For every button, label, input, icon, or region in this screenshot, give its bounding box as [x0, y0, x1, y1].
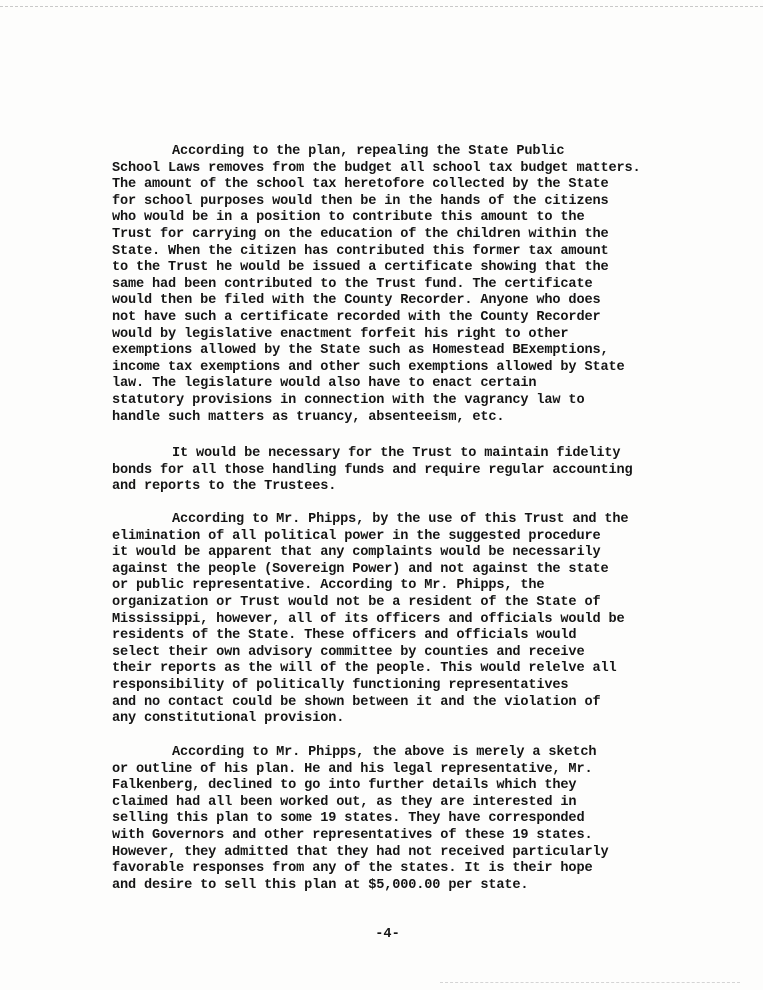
text-line: State. When the citizen has contributed this former tax amount	[112, 243, 609, 259]
text-line: residents of the State. These officers and officials would	[112, 628, 577, 644]
page-number: -4-	[375, 927, 400, 942]
text-line: for school purposes would then be in the hands of the citizens	[112, 193, 609, 209]
text-line: against the people (Sovereign Power) and not against the state	[112, 561, 609, 577]
text-line: According to Mr. Phipps, the above is merely a sketch	[172, 745, 597, 760]
text-line: bonds for all those handling funds and require regular accounting	[112, 462, 633, 478]
text-line: responsibility of politically functioning representatives	[112, 677, 569, 693]
text-line: elimination of all political power in the suggested procedure	[112, 528, 601, 544]
text-line: same had been contributed to the Trust fund. The certificate	[112, 276, 593, 292]
text-line: exemptions allowed by the State such as Homestead BExemptions,	[112, 343, 609, 359]
text-line: not have such a certificate recorded with the County Recorder	[112, 309, 601, 325]
text-line: favorable responses from any of the states. It is their hope	[112, 861, 593, 877]
text-line: It would be necessary for the Trust to maintain fidelity	[172, 446, 621, 461]
text-line: The amount of the school tax heretofore collected by the State	[112, 177, 609, 193]
text-line: However, they admitted that they had not received particularly	[112, 844, 609, 860]
text-line: with Governors and other representatives of these 19 states.	[112, 827, 593, 843]
text-line: or public representative. According to Mr. Phipps, the	[112, 578, 545, 594]
text-line: their reports as the will of the people. This would relelve all	[112, 661, 617, 677]
text-line: any constitutional provision.	[112, 711, 345, 727]
text-line: and desire to sell this plan at $5,000.00 per state.	[112, 877, 529, 893]
text-line: statutory provisions in connection with the vagrancy law to	[112, 392, 585, 408]
bottom-page-edge	[440, 982, 740, 983]
text-line: Mississippi, however, all of its officers and officials would be	[112, 611, 625, 627]
text-line: to the Trust he would be issued a certificate showing that the	[112, 260, 609, 276]
text-line: and reports to the Trustees.	[112, 479, 337, 495]
text-line: According to Mr. Phipps, by the use of this Trust and the	[172, 512, 629, 527]
text-line: or outline of his plan. He and his legal representative, Mr.	[112, 761, 593, 777]
text-line: and no contact could be shown between it and the violation of	[112, 694, 601, 710]
text-line: School Laws removes from the budget all school tax budget matters.	[112, 160, 641, 176]
text-line: claimed had all been worked out, as they are interested in	[112, 794, 577, 810]
text-line: select their own advisory committee by counties and receive	[112, 644, 585, 660]
text-line: would by legislative enactment forfeit his right to other	[112, 326, 569, 342]
text-line: Falkenberg, declined to go into further details which they	[112, 778, 577, 794]
text-line: who would be in a position to contribute this amount to the	[112, 210, 585, 226]
text-line: income tax exemptions and other such exemptions allowed by State	[112, 359, 625, 375]
paragraph-school-tax-plan	[112, 144, 712, 426]
paragraph-fidelity-bonds	[112, 446, 712, 496]
text-line: organization or Trust would not be a resident of the State of	[112, 594, 601, 610]
paragraph-plan-sale	[112, 745, 712, 894]
text-line: According to the plan, repealing the State Public	[172, 144, 565, 159]
text-line: selling this plan to some 19 states. They have corresponded	[112, 811, 585, 827]
top-page-edge	[0, 6, 763, 7]
text-line: would then be filed with the County Recorder. Anyone who does	[112, 293, 601, 309]
text-line: it would be apparent that any complaints would be necessarily	[112, 545, 601, 561]
text-line: handle such matters as truancy, absenteeism, etc.	[112, 409, 505, 425]
paragraph-trust-power	[112, 512, 712, 728]
text-line: law. The legislature would also have to enact certain	[112, 376, 537, 392]
text-line: Trust for carrying on the education of the children within the	[112, 226, 609, 242]
